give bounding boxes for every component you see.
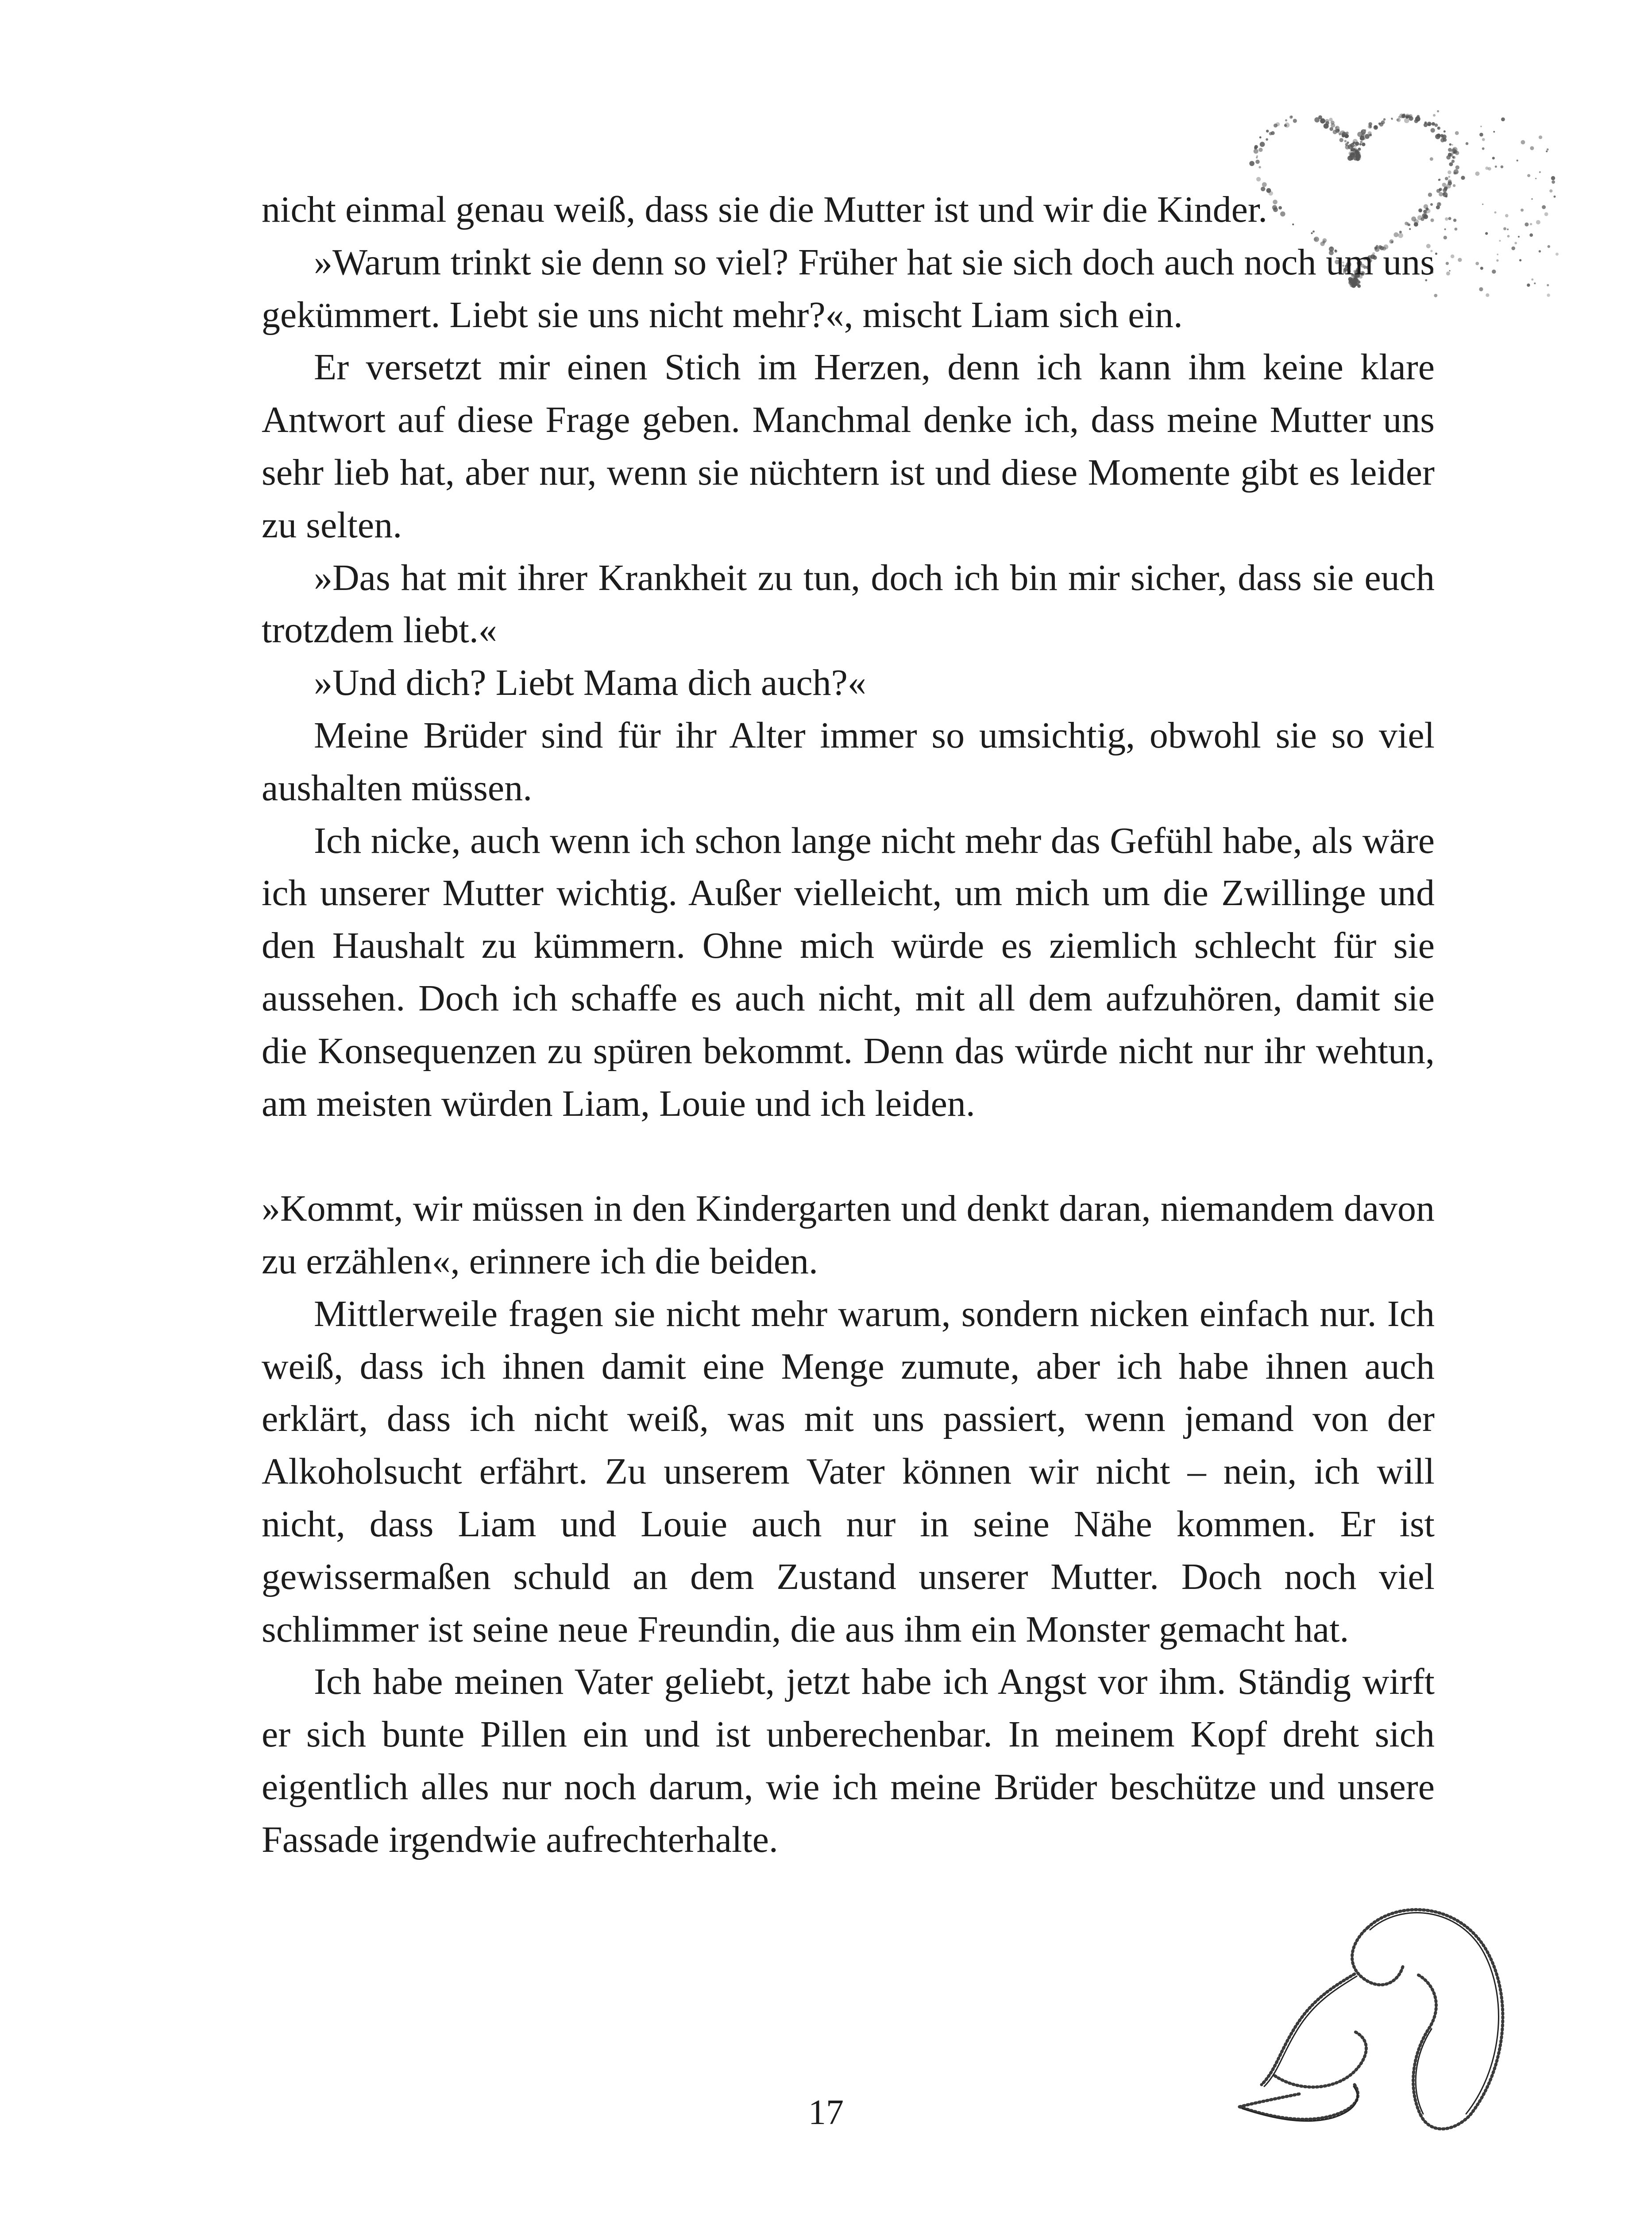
sparkle-dot (1493, 131, 1495, 133)
sparkle-dot (1444, 188, 1447, 192)
sparkle-dot (1454, 150, 1458, 154)
sparkle-dot (1514, 242, 1517, 244)
sparkle-dot (1501, 166, 1504, 169)
sparkle-dot (1492, 270, 1496, 274)
sparkle-dot (1527, 284, 1530, 287)
sparkle-dot (1530, 223, 1532, 225)
sparkle-dot (1266, 130, 1269, 132)
sparkle-dot (1437, 110, 1439, 112)
sparkle-dot (1518, 236, 1520, 238)
paragraph: Er versetzt mir einen Stich im Herzen, denn ich kann ihm keine klare Antwort auf diese Frage geben. Manchmal denke ich, dass meine Mutter uns sehr lieb hat, aber nur, wenn sie nüchtern ist und diese Momente gibt es leider zu selten. (262, 347, 1435, 546)
sparkle-dot (1368, 122, 1372, 126)
sparkle-dot (1547, 293, 1550, 297)
paragraph: Ich nicke, auch wenn ich schon lange nicht mehr das Gefühl habe, als wäre ich unserer Mutter wichtig. Außer vielleicht, um mich um die Zwillinge und den Haushalt zu kümmern. Ohne mich würde es ziemlich schlecht für sie aussehen. Doch ich schaffe es auch nicht, mit all dem aufzuhören, damit sie die Konsequenzen zu spüren bekommt. Denn das würde nicht nur ihr wehtun, am meisten würden Liam, Louie und ich leiden. (262, 820, 1435, 1124)
sparkle-dot (1448, 153, 1452, 157)
sparkle-dot (1424, 123, 1428, 127)
sparkle-dot (1439, 203, 1440, 204)
sparkle-dot (1359, 143, 1362, 145)
sparkle-dot (1333, 130, 1337, 134)
sparkle-dot (1529, 233, 1533, 237)
sparkle-dot (1453, 219, 1456, 222)
sparkle-dot (1430, 157, 1433, 161)
sparkle-dot (1354, 154, 1357, 156)
sparkle-dot (1271, 131, 1275, 135)
sparkle-dot (1290, 116, 1293, 118)
sparkle-dot (1405, 114, 1410, 118)
sparkle-dot (1480, 267, 1483, 270)
sparkle-dot (1437, 127, 1440, 130)
sparkle-dot (1445, 217, 1448, 221)
sparkle-dot (1362, 143, 1365, 146)
sparkle-dot (1449, 143, 1451, 146)
sparkle-dot (1534, 282, 1536, 284)
paragraph: Meine Brüder sind für ihr Alter immer so umsichtig, obwohl sie so viel aushalten müssen. (262, 714, 1435, 809)
sparkle-dot (1531, 278, 1533, 281)
sparkle-dot (1258, 166, 1261, 169)
sparkle-dot (1497, 254, 1498, 255)
sparkle-dot (1339, 138, 1343, 142)
sparkle-dot (1345, 145, 1350, 150)
sparkle-dot (1353, 139, 1358, 144)
sparkle-dot (1258, 148, 1262, 152)
sparkle-dot (1360, 138, 1362, 140)
sparkle-dot (1446, 262, 1449, 265)
sparkle-dot (1399, 114, 1404, 119)
sparkle-dot (1482, 204, 1483, 205)
sparkle-dot (1449, 270, 1451, 271)
sparkle-dot (1542, 205, 1546, 209)
sparkle-dot (1383, 118, 1386, 121)
sparkle-dot (1320, 118, 1325, 123)
sparkle-dot (1381, 120, 1385, 124)
paragraph: nicht einmal genau weiß, dass sie die Mutter ist und wir die Kinder. (262, 189, 1268, 230)
sparkle-dot (1482, 138, 1485, 141)
sparkle-dot (1536, 220, 1540, 224)
sparkle-dot (1531, 198, 1533, 200)
paragraph: »Kommt, wir müssen in den Kindergarten und denkt daran, niemandem davon zu erzählen«, erinnere ich die beiden. (262, 1188, 1435, 1282)
sparkle-dot (1448, 176, 1450, 178)
sparkle-dot (1548, 245, 1550, 248)
sparkle-dot (1496, 259, 1498, 262)
sparkle-dot (1479, 133, 1483, 137)
sparkle-dot (1404, 118, 1409, 123)
sparkle-dot (1285, 119, 1287, 121)
sparkle-dot (1351, 149, 1353, 151)
sparkle-dot (1521, 208, 1524, 212)
sparkle-dot (1458, 258, 1462, 262)
sparkle-dot (1551, 176, 1555, 180)
sparkle-dot (1351, 158, 1353, 160)
sparkle-dot (1325, 121, 1329, 125)
sparkle-dot (1447, 170, 1451, 174)
sparkle-dot (1539, 250, 1541, 252)
sparkle-dot (1329, 127, 1333, 131)
sparkle-dot (1499, 240, 1501, 242)
sparkle-dot (1485, 166, 1488, 170)
sparkle-dot (1501, 117, 1505, 121)
paragraph: »Warum trinkt sie denn so viel? Früher hat sie sich doch auch noch um uns gekümmert. Liebt sie uns nicht mehr?«, mischt Liam sich ein. (262, 241, 1435, 335)
sparkle-dot (1337, 129, 1340, 131)
sparkle-dot (1436, 189, 1440, 193)
sparkle-dot (1284, 124, 1287, 127)
sparkle-dot (1439, 179, 1441, 181)
sparkle-dot (1525, 223, 1528, 227)
sparkle-dot (1329, 118, 1332, 121)
sparkle-dot (1442, 183, 1447, 187)
sparkle-dot (1449, 162, 1453, 166)
sparkle-dot (1451, 144, 1453, 146)
sparkle-dot (1255, 160, 1260, 164)
sparkle-dot (1486, 293, 1489, 297)
sparkle-dot (1453, 184, 1455, 187)
sparkle-dot (1249, 161, 1254, 166)
sparkle-dot (1495, 166, 1497, 168)
sparkle-dot (1527, 174, 1530, 177)
sparkle-dot (1556, 253, 1559, 256)
sparkle-dot (1448, 180, 1452, 184)
sparkle-dot (1521, 140, 1525, 145)
sparkle-dot (1544, 212, 1548, 216)
sparkle-dot (1256, 177, 1261, 181)
sparkle-dot (1444, 236, 1447, 239)
sparkle-dot (1391, 118, 1393, 120)
sparkle-dot (1511, 247, 1515, 251)
sparkle-dot (1335, 127, 1337, 128)
sparkle-dot (1507, 228, 1509, 230)
sparkle-dot (1443, 192, 1447, 197)
sparkle-dot (1475, 171, 1480, 176)
sparkle-dot (1517, 160, 1518, 162)
sparkle-dot (1455, 131, 1459, 135)
sparkle-dot (1507, 235, 1510, 238)
sparkle-dot (1431, 128, 1435, 132)
sparkle-dot (1444, 131, 1446, 133)
sparkle-dot (1365, 134, 1370, 139)
sparkle-dot (1378, 123, 1381, 125)
sparkle-dot (1546, 150, 1548, 152)
paragraph: »Und dich? Liebt Mama dich auch?« (314, 662, 866, 704)
sparkle-dot (1355, 144, 1357, 147)
body-text (262, 184, 1435, 1866)
sparkle-dot (1352, 153, 1354, 155)
sparkle-dot (1274, 123, 1278, 127)
sparkle-dot (1480, 126, 1482, 127)
page-number: 17 (808, 2093, 844, 2132)
sparkle-dot (1340, 131, 1345, 135)
sparkle-dot (1547, 148, 1549, 150)
sparkle-dot (1293, 119, 1297, 123)
sparkle-dot (1439, 192, 1443, 197)
paragraph: »Das hat mit ihrer Krankheit zu tun, doch ich bin mir sicher, dass sie euch trotzdem liebt.« (262, 557, 1435, 651)
sparkle-dot (1535, 178, 1536, 179)
sparkle-dot (1374, 126, 1377, 129)
sparkle-dot (1435, 134, 1440, 139)
sparkle-dot (1549, 189, 1552, 193)
sparkle-dot (1428, 123, 1430, 126)
sparkle-dot (1519, 259, 1521, 261)
sparkle-dot (1266, 138, 1268, 141)
sparkle-dot (1505, 214, 1509, 218)
sparkle-dot (1492, 157, 1495, 159)
sparkle-dot (1356, 154, 1361, 159)
sparkle-dot (1254, 149, 1258, 154)
sparkle-dot (1360, 141, 1363, 143)
sparkle-dot (1344, 140, 1347, 142)
sparkle-dot (1482, 147, 1485, 150)
sparkle-dot (1448, 217, 1451, 220)
sparkle-dot (1433, 114, 1436, 117)
sparkle-dot (1444, 228, 1446, 230)
sparkle-dot (1260, 142, 1265, 147)
sparkle-dot (1369, 134, 1372, 136)
sparkle-dot (1346, 131, 1349, 135)
sparkle-dot (1475, 262, 1479, 266)
scene-break (262, 1130, 1435, 1183)
sparkle-dot (1479, 287, 1483, 291)
sparkle-dot (1466, 142, 1469, 145)
sparkle-dot (1503, 227, 1506, 230)
sparkle-dot (1494, 212, 1497, 214)
sparkle-dot (1435, 253, 1437, 255)
paragraph: Ich habe meinen Vater geliebt, jetzt habe ich Angst vor ihm. Ständig wirft er sich bunte Pillen ein und ist unberechenbar. In meinem Kopf dreht sich eigentlich alles nur noch darum, wie ich meine Brüder beschütze und unsere Fassade irgendwie aufrechterhalte. (262, 1661, 1435, 1860)
sparkle-dot (1254, 147, 1257, 150)
sparkle-dot (1547, 284, 1549, 286)
sparkle-dot (1452, 156, 1455, 159)
sparkle-dot (1461, 176, 1465, 180)
sparkle-dot (1455, 166, 1459, 170)
paragraph: Mittlerweile fragen sie nicht mehr warum, sondern nicken einfach nur. Ich weiß, dass ich ihnen damit eine Menge zumute, aber ich habe ihnen auch erklärt, dass ich nicht weiß, was mit uns passiert, wenn jemand von der Alkoholsucht erfährt. Zu unserem Vater können wir nicht – nein, ich will nicht, dass Liam und Louie auch nur in seine Nähe kommen. Er ist gewissermaßen schuld an dem Zustand unserer Mutter. Doch noch viel schlimmer ist seine neue Freundin, die aus ihm ein Monster gemacht hat. (262, 1293, 1435, 1650)
sparkle-dot (1485, 232, 1488, 235)
sparkle-dot (1446, 271, 1450, 275)
sparkle-dot (1396, 119, 1399, 121)
sparkle-dot (1454, 169, 1459, 174)
sparkle-dot (1455, 227, 1458, 231)
sparkle-dot (1256, 157, 1258, 158)
sparkle-dot (1435, 123, 1438, 127)
sparkle-dot (1415, 116, 1420, 122)
sparkle-dot (1539, 135, 1542, 139)
sparkle-dot (1259, 136, 1262, 139)
sparkle-dot (1363, 138, 1366, 140)
sparkle-dot (1539, 171, 1541, 173)
sparkle-dot (1451, 254, 1455, 258)
sparkle-dot (1552, 180, 1555, 184)
sparkle-dot (1530, 146, 1534, 150)
sparkle-dot (1554, 196, 1556, 198)
sparkle-dot (1443, 138, 1447, 142)
sparkle-dot (1445, 177, 1448, 181)
sparkle-dot (1362, 132, 1366, 135)
